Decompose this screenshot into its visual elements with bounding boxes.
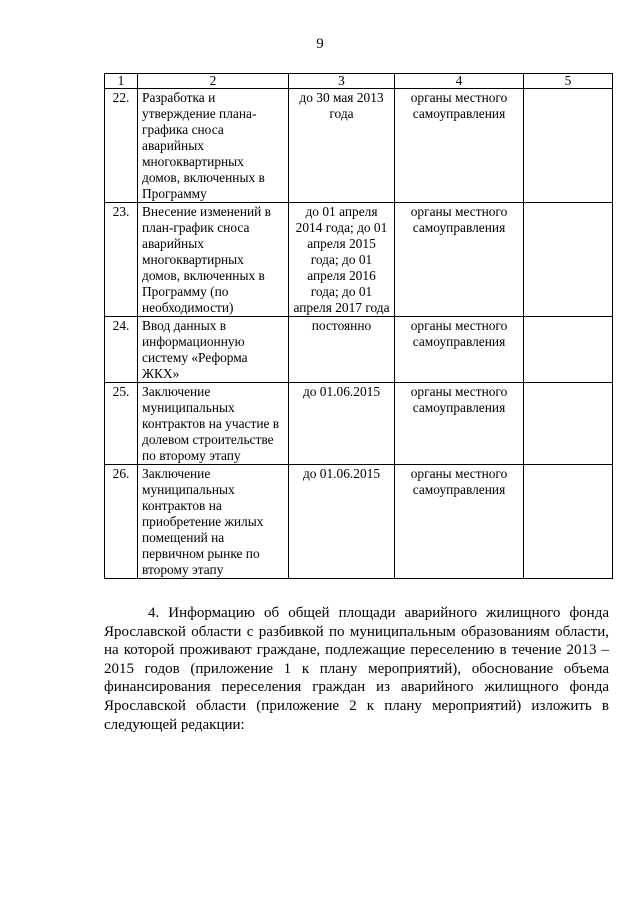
column-header: 3 [289,74,395,89]
table-row [105,203,613,317]
measure-note [524,203,613,317]
measure-term: постоянно [289,317,395,383]
measure-description: Ввод данных в информационную систему «Реформа ЖКХ» [138,317,289,383]
row-number: 23. [105,203,138,317]
table-header-row [105,74,613,89]
measure-note [524,383,613,465]
measure-description: Разработка и утверждение плана-графика сноса аварийных многоквартирных домов, включенных в Программу [138,89,289,203]
measure-note [524,465,613,579]
measure-note [524,89,613,203]
measure-note [524,317,613,383]
column-header: 2 [138,74,289,89]
measure-executor: органы местного самоуправления [395,203,524,317]
row-number: 25. [105,383,138,465]
column-header: 5 [524,74,613,89]
column-header: 1 [105,74,138,89]
measure-term: до 01.06.2015 [289,383,395,465]
row-number: 22. [105,89,138,203]
measure-term: до 01 апреля 2014 года; до 01 апреля 2015 года; до 01 апреля 2016 года; до 01 апреля 2017 года [289,203,395,317]
measure-executor: органы местного самоуправления [395,89,524,203]
row-number: 26. [105,465,138,579]
measure-executor: органы местного самоуправления [395,383,524,465]
row-number: 24. [105,317,138,383]
table-row [105,89,613,203]
measure-executor: органы местного самоуправления [395,465,524,579]
measure-term: до 30 мая 2013 года [289,89,395,203]
measure-term: до 01.06.2015 [289,465,395,579]
measure-description: Заключение муниципальных контрактов на участие в долевом строительстве по второму этапу [138,383,289,465]
measures-table [104,73,613,579]
table-row [105,465,613,579]
table-row [105,317,613,383]
page-number: 9 [316,36,324,52]
body-paragraph: 4. Информацию об общей площади аварийного жилищного фонда Ярославской области с разбивкой по муниципальным образованиям области, на которой проживают граждане, подлежащие переселению в течение 2013 – 2015 годов (приложение 1 к плану мероприятий), обоснование объема финансирования переселения граждан из аварийного жилищного фонда Ярославской области (приложение 2 к плану мероприятий) изложить в следующей редакции: [104,605,609,733]
measure-executor: органы местного самоуправления [395,317,524,383]
measure-description: Внесение изменений в план-график сноса аварийных многоквартирных домов, включенных в Программу (по необходимости) [138,203,289,317]
column-header: 4 [395,74,524,89]
table-row [105,383,613,465]
measure-description: Заключение муниципальных контрактов на приобретение жилых помещений на первичном рынке по второму этапу [138,465,289,579]
